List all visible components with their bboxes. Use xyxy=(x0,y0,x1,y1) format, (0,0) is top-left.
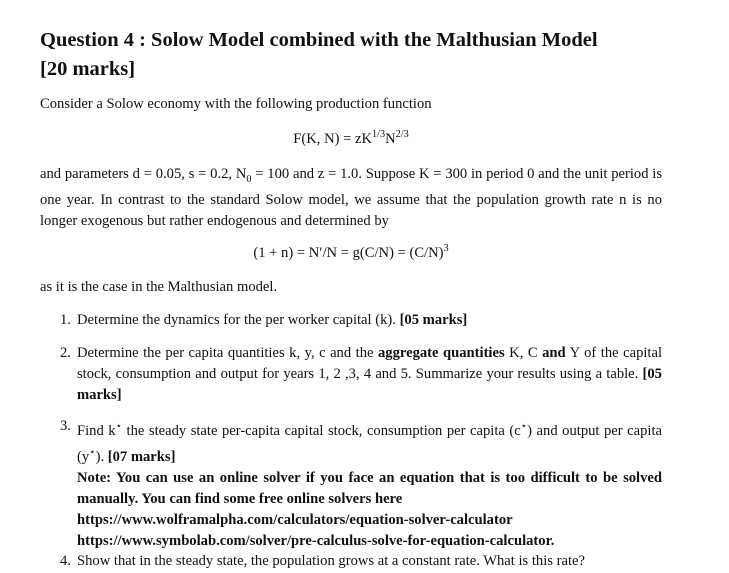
item-text xyxy=(77,551,662,572)
note-label: Note: xyxy=(77,469,112,486)
item-2-text-c: Y of the capital stock, consumption and output for years 1, 2 ,3, 4 and 5. Summarize your results using a table. xyxy=(77,345,663,382)
production-function xyxy=(40,124,662,150)
malthus-note: as it is the case in the Malthusian model. xyxy=(40,279,278,295)
note-text: You can use an online solver if you face an equation that is too difficult to be solved manually. You can find some free online solvers here xyxy=(77,469,663,507)
item-2-bold: aggregate quantities xyxy=(378,345,505,361)
item-number: 1. xyxy=(60,312,71,328)
item-2-marks: [05 marks] xyxy=(77,366,662,403)
solver-link-symbolab[interactable]: https://www.symbolab.com/solver/pre-calculus-solve-for-equation-calculator. xyxy=(77,532,555,549)
item-text xyxy=(77,310,662,331)
solver-link-wolfram[interactable]: https://www.wolframalpha.com/calculators/equation-solver-calculator xyxy=(77,511,513,528)
item-text xyxy=(77,416,662,552)
parameters-paragraph: and parameters d = 0.05, s = 0.2, $N_0 = 100$ and z = 1.0. Suppose K = 300 in period 0 and the unit period is one year. In contrast to the standard Solow model, we assume that the population growth rate n is no longer exogenous but rather endogenous and determined by xyxy=(40,166,663,229)
intro-text: Consider a Solow economy with the following production function xyxy=(40,96,432,112)
item-number: 3. xyxy=(60,418,71,434)
title-line-2: [20 marks] xyxy=(40,58,136,80)
item-3-marks: [07 marks] xyxy=(107,448,176,465)
question-title xyxy=(40,26,700,84)
item-4-text: Show that in the steady state, the population grows at a constant rate. What is this rate? xyxy=(77,553,585,569)
item-2-bold-and: and xyxy=(542,345,566,361)
title-line-1: Question 4 : Solow Model combined with the Malthusian Model xyxy=(40,29,598,51)
item-1-text: Determine the dynamics for the per worker capital (k). xyxy=(77,312,396,328)
item-1-marks: [05 marks] xyxy=(399,312,468,328)
item-3-text: Find k⋆ the steady state per-capita capital stock, consumption per capita (c⋆) and output per capita (y⋆). xyxy=(77,421,662,465)
item-number: 4. xyxy=(60,553,71,569)
item-text xyxy=(77,343,662,406)
item-2-text-b: K, C xyxy=(509,345,538,361)
production-function-text: F(K, $N) = zK^{1/3}N^{2/3}$ xyxy=(293,129,409,147)
item-number: 2. xyxy=(60,345,71,361)
item-2-text-a: Determine the per capita quantities k, y, c and the xyxy=(77,345,374,361)
population-equation-text: $(1 + n) = N'/N = g(C/N) = (C/N)^3$ xyxy=(253,243,449,261)
population-equation xyxy=(40,238,662,264)
item-3-note xyxy=(77,468,662,510)
